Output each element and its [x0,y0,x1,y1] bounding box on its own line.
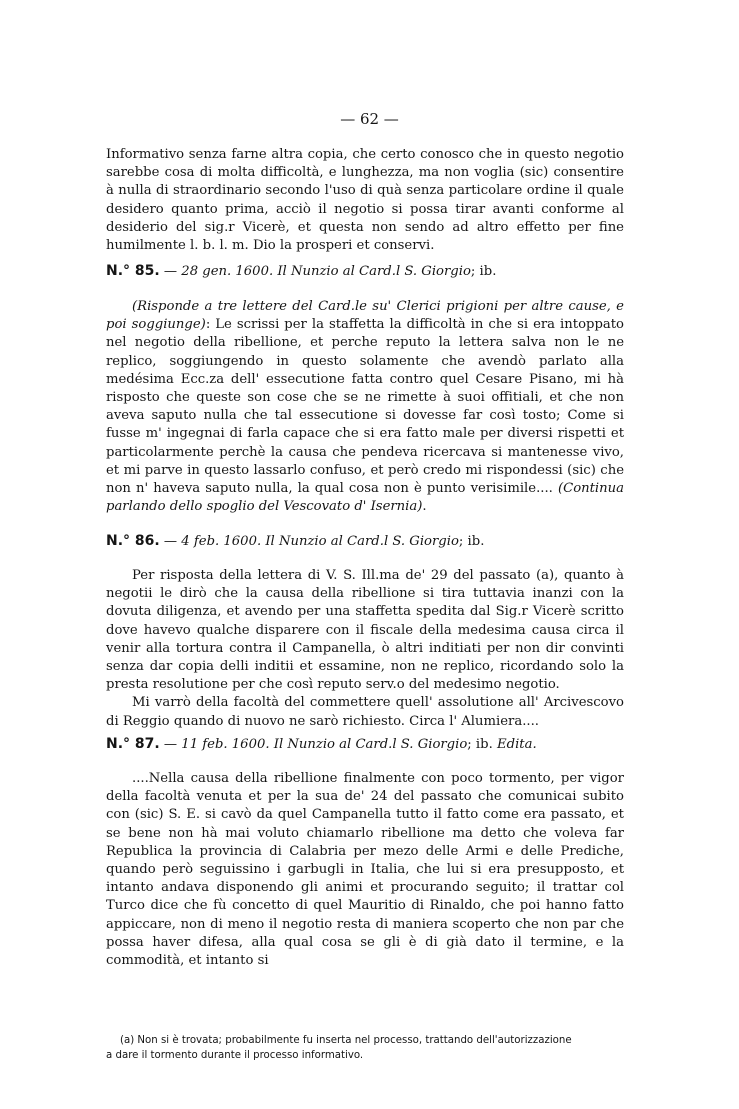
footnote-line-2: a dare il tormento durante il processo informativo. [106,1050,364,1061]
letter-87-edita: Edita. [497,737,537,752]
letter-87-body-block [106,770,624,970]
letter-86-paragraph-2: Mi varrò della facoltà del commettere quell' assolutione all' Arcivescovo di Reggio quando di nuovo ne sarò richiesto. Circa l' Alumiera.... [106,695,624,729]
page-number: — 62 — [340,110,399,128]
letter-86-heading-block [106,532,624,551]
letter-87-heading [106,735,624,754]
letter-85-body-block [106,298,624,516]
letter-87-suffix: ; ib. [467,737,493,752]
letter-86-number: N.° 86. [106,533,160,549]
letter-86-heading [106,532,624,551]
letter-87-paragraph: ....Nella causa della ribellione finalmente con poco tormento, per vigor della facoltà venuta et per la sua de' 24 del passato che comunicai subito con (sic) S. E. si cavò da quel Campanella tutto il fatto come era passato, et se bene non hà mai voluto chiamarlo ribellione ma detto che voleva far Republica la provincia di Calabria per mezo delle Armi e delle Prediche, quando però seguissino i garbugli in Italia, che lui si era presupposto, et intanto andava disponendo gli animi et procurando seguito; il trattar col Turco dice che fù concetto di quel Mauritio di Rinaldo, che poi hanno fatto appiccare, non di meno il negotio resta di maniera scoperto che non par che possa haver difesa, alla qual cosa se gli è di già dato il termine, e la commodità, et intanto si [106,771,624,969]
letter-85-body [106,298,624,516]
letter-86-paragraph-1: Per risposta della lettera di V. S. Ill.ma de' 29 del passato (a), quanto à negotii le dirò che la causa della ribellione si tira tuttavia inanzi con la dovuta diligenza, et avendo per una staffetta spedita dal Sig.r Vicerè scritto dove havevo qualche disparere con il fiscale della medesima causa circa il venir alla tortura contra il Campanella, ò altri inditiati per non dir convinti senza dar copia delli inditii et essamine, non ne replico, ricordando solo la presta resolutione per che così reputo serv.o del medesimo negotio. [106,568,624,693]
letter-85-closing-end: . [422,499,427,515]
intro-paragraph: Informativo senza farne altra copia, che certo conosco che in questo negotio sarebbe cosa di molta difficoltà, e lunghezza, ma non voglia (sic) consentire à nulla di straordinario secondo l'uso di quà senza particolare ordine il quale desidero quanto prima, acciò il negotio si possa tirar avanti conforme al desiderio del sig.r Vicerè, et questa non sendo ad altro effetto per fine humilmente l. b. l. m. Dio la prosperi et conservi. [106,147,624,254]
letter-86-body-block [106,567,624,731]
letter-86-title: — 4 feb. 1600. Il Nunzio al Card.l S. Giorgio [163,534,459,549]
letter-85-title: — 28 gen. 1600. Il Nunzio al Card.l S. Giorgio [163,264,471,279]
letter-85-suffix: ; ib. [470,264,497,279]
letter-87-title: — 11 feb. 1600. Il Nunzio al Card.l S. Giorgio [163,737,468,752]
letter-85-heading [106,262,624,281]
intro-block [106,146,624,255]
letter-85-text: : Le scrissi per la staffetta la difficoltà in che si era intoppato nel negotio della ribellione, et perche reputo la lettera salva non le ne replico, soggiungendo in questo solamente che avendò parlato alla medésima Ecc.za dell' essecutione fatta contro quel Cesare Pisano, mi hà risposto che queste son cose che se ne rimette à suoi offitiali, et che non aveva saputo nulla che tal essecutione si dovesse far così tosto; Come si fusse m' ingegnai di farla capace che si era fatto male per diversi rispetti et particolarmente perchè la causa che pendeva ricercava si mantenesse vivo, et mi parve in questo lassarlo confuso, et però credo mi rispondessi (sic) che non n' haveva saputo nulla, la qual cosa non è punto verisimile.... [106,317,624,497]
letter-85-number: N.° 85. [106,263,160,279]
letter-85-intro: (Risponde a tre lettere del Card.le su' Clerici prigioni per altre cause, e poi soggiunge) [106,299,624,333]
letter-87-heading-block [106,735,624,754]
letter-87-number: N.° 87. [106,736,160,752]
footnote [106,1033,624,1063]
letter-85-closing: (Continua parlando dello spoglio del Vescovato d' Isernia) [106,481,624,515]
footnote-line-1: (a) Non si è trovata; probabilmente fu inserta nel processo, trattando dell'autorizzazione [120,1035,572,1046]
letter-85-heading-block [106,262,624,281]
letter-86-suffix: ; ib. [458,534,485,549]
